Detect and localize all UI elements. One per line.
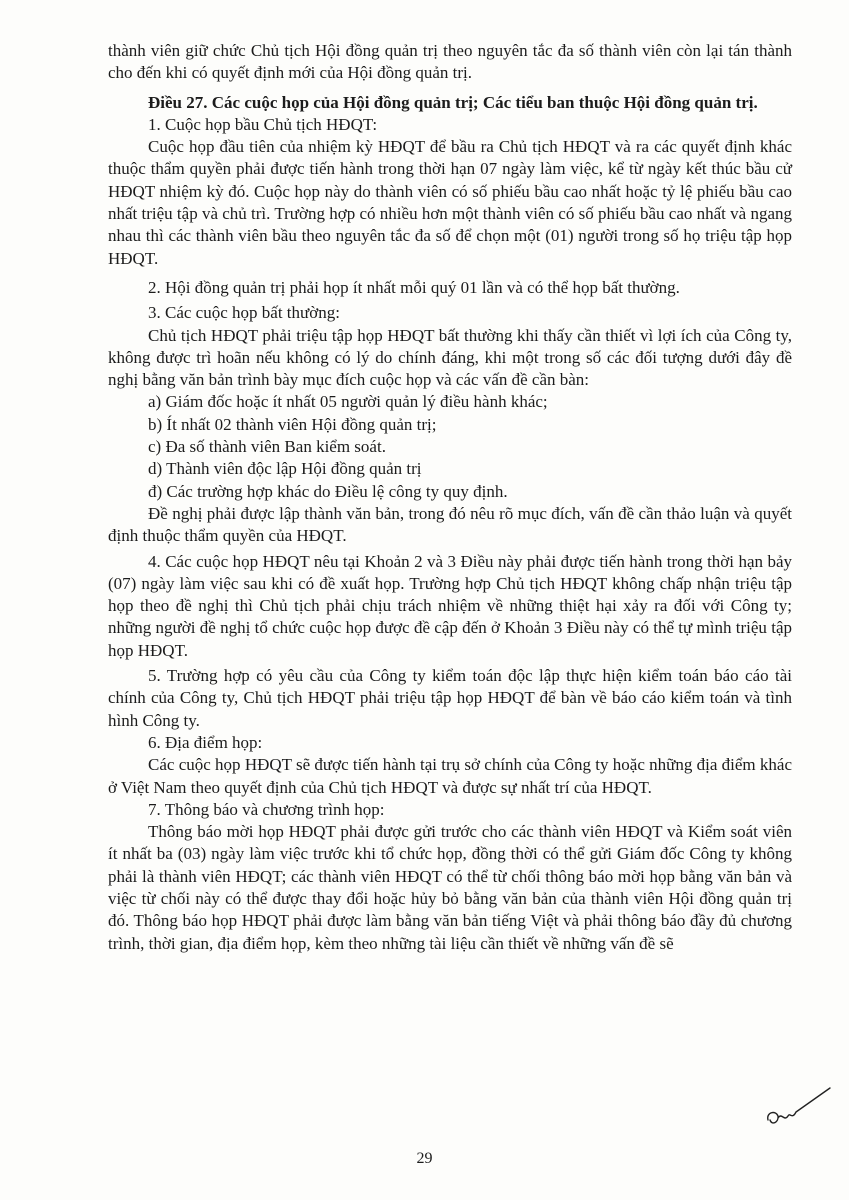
list-item: đ) Các trường hợp khác do Điều lệ công ty quy định. [148, 481, 508, 501]
page-number: 29 [416, 1150, 433, 1167]
section-7-title: 7. Thông báo và chương trình họp: [148, 799, 385, 819]
section-7-body: Thông báo mời họp HĐQT phải được gửi trước cho các thành viên HĐQT và Kiểm soát viên ít nhất ba (03) ngày làm việc trước khi tổ chức họp, đồng thời có thể gửi Giám đốc Công ty không phải là thành viên HĐQT; các thành viên HĐQT có thể từ chối thông báo mời họp bằng văn bản và việc từ chối này có thể được thay đổi hoặc hủy bỏ bằng văn bản của thành viên Hội đồng quản trị đó. Thông báo họp HĐQT phải được làm bằng văn bản tiếng Việt và phải thông báo đầy đủ chương trình, thời gian, địa điểm họp, kèm theo những tài liệu cần thiết về những vấn đề sẽ [108, 822, 792, 953]
section-3-title: 3. Các cuộc họp bất thường: [148, 303, 340, 323]
signature-initials-icon [764, 1082, 834, 1130]
section-3-body: Chủ tịch HĐQT phải triệu tập họp HĐQT bất thường khi thấy cần thiết vì lợi ích của Công ty, không được trì hoãn nếu không có lý do chính đáng, khi một trong số các đối tượng dưới đây đề nghị bằng văn bản trình bày mục đích cuộc họp và các vấn đề cần bàn: [108, 325, 792, 390]
article-heading: Điều 27. Các cuộc họp của Hội đồng quản trị; Các tiểu ban thuộc Hội đồng quản trị. [148, 92, 758, 112]
section-3-after: Đề nghị phải được lập thành văn bản, trong đó nêu rõ mục đích, vấn đề cần thảo luận và quyết định thuộc thẩm quyền của HĐQT. [108, 503, 792, 546]
section-6-title: 6. Địa điểm họp: [148, 732, 263, 752]
section-1-title: 1. Cuộc họp bầu Chủ tịch HĐQT: [148, 114, 378, 134]
list-item: d) Thành viên độc lập Hội đồng quản trị [148, 459, 422, 479]
section-2: 2. Hội đồng quản trị phải họp ít nhất mỗi quý 01 lần và có thể họp bất thường. [148, 277, 680, 297]
list-item: b) Ít nhất 02 thành viên Hội đồng quản trị; [148, 414, 437, 434]
continuation-paragraph: thành viên giữ chức Chủ tịch Hội đồng quản trị theo nguyên tắc đa số thành viên còn lại tán thành cho đến khi có quyết định mới của Hội đồng quản trị. [108, 41, 792, 83]
list-item: a) Giám đốc hoặc ít nhất 05 người quản lý điều hành khác; [148, 392, 548, 412]
section-6-body: Các cuộc họp HĐQT sẽ được tiến hành tại trụ sở chính của Công ty hoặc những địa điểm khác ở Việt Nam theo quyết định của Chủ tịch HĐQT và được sự nhất trí của HĐQT. [108, 755, 792, 797]
section-1-body: Cuộc họp đầu tiên của nhiệm kỳ HĐQT để bầu ra Chủ tịch HĐQT và ra các quyết định khác thuộc thẩm quyền phải được tiến hành trong thời hạn 07 ngày làm việc, kể từ ngày kết thúc bầu cử HĐQT nhiệm kỳ đó. Cuộc họp này do thành viên có số phiếu bầu cao nhất hoặc tỷ lệ phiếu bầu cao nhất triệu tập và chủ trì. Trường hợp có nhiều hơn một thành viên có số phiếu bầu cao nhất và ngang nhau thì các thành viên bầu theo nguyên tắc đa số để chọn một (01) người trong số họ triệu tập họp HĐQT. [108, 137, 792, 268]
section-5: 5. Trường hợp có yêu cầu của Công ty kiểm toán độc lập thực hiện kiểm toán báo cáo tài chính của Công ty, Chủ tịch HĐQT phải triệu tập họp HĐQT để bàn về báo cáo kiểm toán và tình hình Công ty. [108, 666, 792, 730]
document-page [108, 40, 792, 955]
section-4: 4. Các cuộc họp HĐQT nêu tại Khoản 2 và 3 Điều này phải được tiến hành trong thời hạn bảy (07) ngày làm việc sau khi có đề xuất họp. Trường hợp Chủ tịch HĐQT không chấp nhận triệu tập họp theo đề nghị thì Chủ tịch phải chịu trách nhiệm về những thiệt hại xảy ra đối với Công ty; những người đề nghị tổ chức cuộc họp được đề cập đến ở Khoản 3 Điều này có thể tự mình triệu tập họp HĐQT. [108, 551, 792, 660]
list-item: c) Đa số thành viên Ban kiểm soát. [148, 437, 386, 457]
